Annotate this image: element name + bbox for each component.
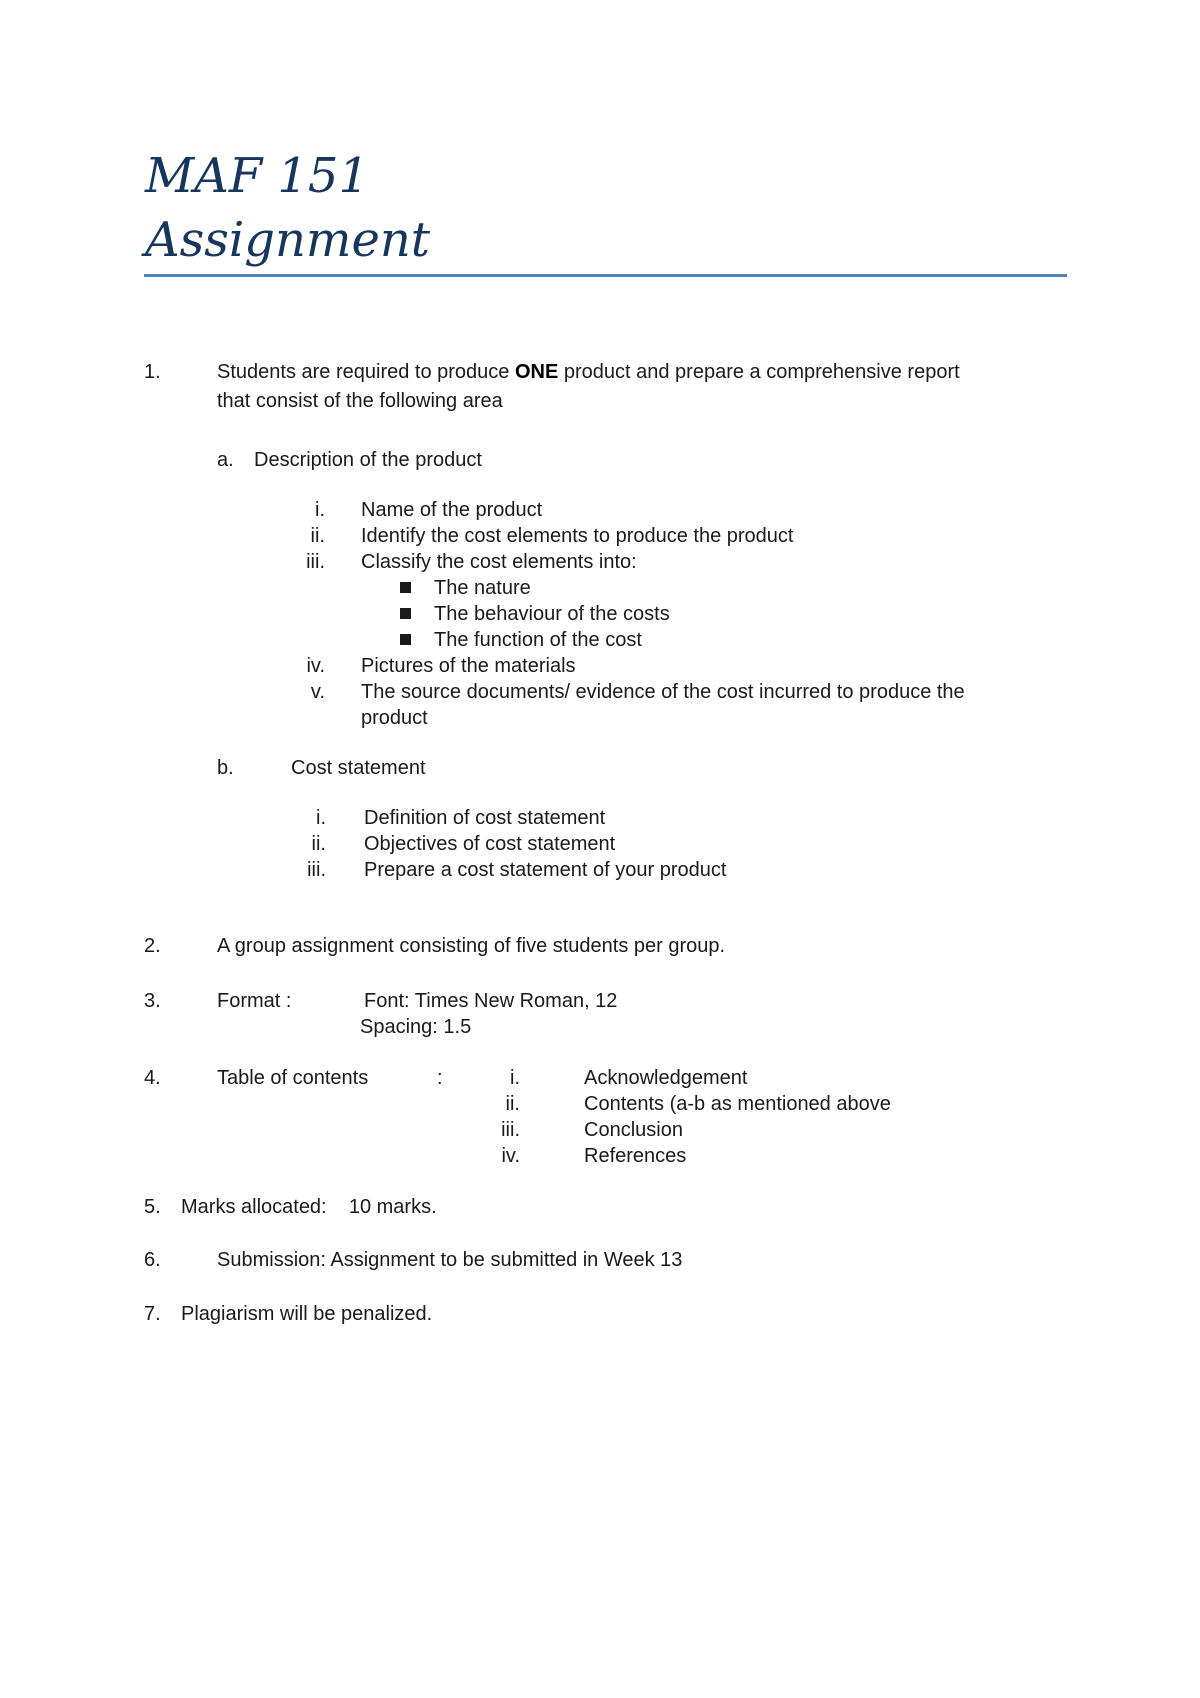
- item-5-number: 5.: [144, 1196, 161, 1218]
- subitem-b-ii-text: Objectives of cost statement: [364, 833, 616, 855]
- item-2-text: A group assignment consisting of five students per group.: [217, 935, 726, 957]
- square-bullet-icon: [400, 634, 411, 645]
- bullet-nature: The nature: [434, 577, 531, 599]
- subitem-a-ii-marker: ii.: [310, 525, 325, 547]
- item-6-number: 6.: [144, 1249, 161, 1271]
- item-1-text-pre: Students are required to produce: [217, 361, 515, 383]
- document-title-line2: Assignment: [145, 212, 431, 268]
- toc-iii-marker: iii.: [501, 1119, 520, 1141]
- item-3-number: 3.: [144, 990, 161, 1012]
- subitem-a-marker: a.: [217, 449, 234, 471]
- item-1-text-line2: that consist of the following area: [217, 390, 503, 412]
- title-underline: [144, 274, 1067, 277]
- toc-iv-text: References: [584, 1145, 687, 1167]
- subitem-b-label: Cost statement: [291, 757, 426, 779]
- toc-i-text: Acknowledgement: [584, 1067, 748, 1089]
- item-7-text: Plagiarism will be penalized.: [181, 1303, 433, 1325]
- subitem-a-v-text-line2: product: [361, 707, 428, 729]
- item-4-colon: :: [437, 1067, 443, 1089]
- item-1-text-post: product and prepare a comprehensive report: [558, 361, 960, 383]
- subitem-a-v-marker: v.: [310, 681, 325, 703]
- subitem-b-ii-marker: ii.: [311, 833, 326, 855]
- subitem-a-iv-text: Pictures of the materials: [361, 655, 576, 677]
- subitem-b-i-text: Definition of cost statement: [364, 807, 606, 829]
- subitem-a-iii-text: Classify the cost elements into:: [361, 551, 637, 573]
- item-4-label: Table of contents: [217, 1067, 369, 1089]
- item-5-text: Marks allocated: 10 marks.: [181, 1196, 437, 1218]
- toc-ii-marker: ii.: [505, 1093, 520, 1115]
- toc-iv-marker: iv.: [501, 1145, 520, 1167]
- bullet-behaviour: The behaviour of the costs: [434, 603, 670, 625]
- item-7-number: 7.: [144, 1303, 161, 1325]
- item-1-number: 1.: [144, 361, 161, 383]
- subitem-a-i-marker: i.: [315, 499, 325, 521]
- item-1-text-bold: ONE: [514, 361, 559, 383]
- item-6-text: Submission: Assignment to be submitted in Week 13: [217, 1249, 683, 1271]
- document-title-line1: MAF 151: [145, 148, 369, 204]
- square-bullet-icon: [400, 582, 411, 593]
- item-4-number: 4.: [144, 1067, 161, 1089]
- subitem-a-iv-marker: iv.: [306, 655, 325, 677]
- subitem-a-ii-text: Identify the cost elements to produce the product: [361, 525, 794, 547]
- bullet-function: The function of the cost: [434, 629, 642, 651]
- item-3-font: Font: Times New Roman, 12: [364, 990, 618, 1012]
- subitem-b-iii-marker: iii.: [307, 859, 326, 881]
- subitem-a-i-text: Name of the product: [361, 499, 543, 521]
- item-3-label: Format :: [217, 990, 292, 1012]
- toc-i-marker: i.: [510, 1067, 520, 1089]
- subitem-b-marker: b.: [217, 757, 234, 779]
- subitem-b-i-marker: i.: [316, 807, 326, 829]
- item-2-number: 2.: [144, 935, 161, 957]
- subitem-b-iii-text: Prepare a cost statement of your product: [364, 859, 727, 881]
- toc-iii-text: Conclusion: [584, 1119, 683, 1141]
- item-1-text: [217, 360, 960, 384]
- toc-ii-text: Contents (a-b as mentioned above: [584, 1093, 891, 1115]
- subitem-a-label: Description of the product: [254, 449, 482, 471]
- item-3-spacing: Spacing: 1.5: [360, 1016, 472, 1038]
- subitem-a-v-text: The source documents/ evidence of the cost incurred to produce the: [361, 681, 965, 703]
- subitem-a-iii-marker: iii.: [306, 551, 325, 573]
- square-bullet-icon: [400, 608, 411, 619]
